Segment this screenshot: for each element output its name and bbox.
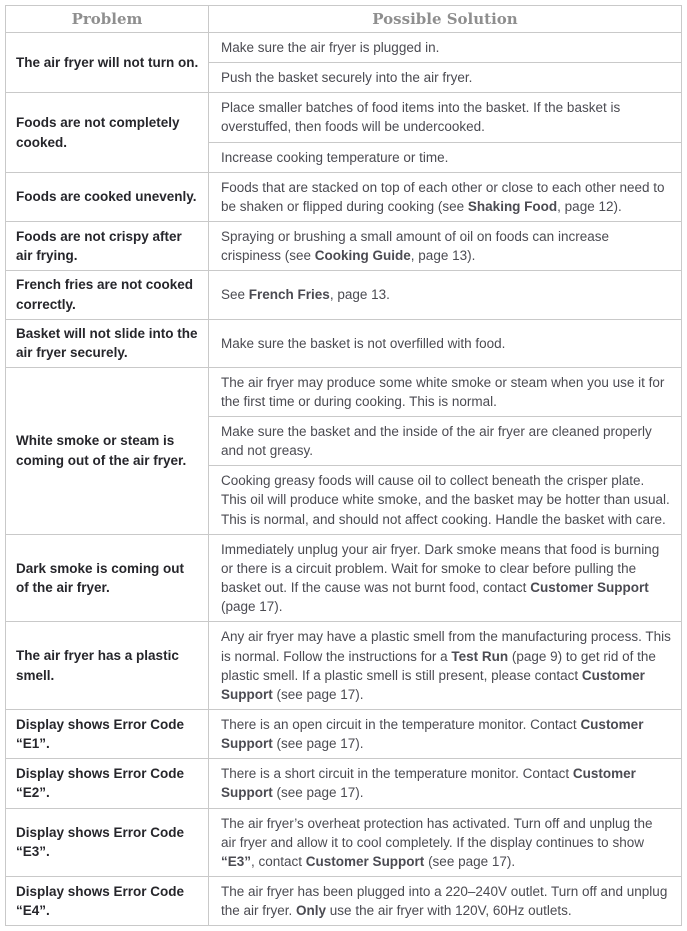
problem-cell: The air fryer will not turn on. xyxy=(6,33,209,93)
problem-cell: French fries are not cooked correctly. xyxy=(6,271,209,319)
table-row xyxy=(6,93,682,142)
solution-emphasis: Customer Support xyxy=(221,766,636,801)
problem-cell: Display shows Error Code “E4”. xyxy=(6,877,209,926)
solution-cell: Push the basket securely into the air fryer. xyxy=(209,63,682,93)
solution-cell: Place smaller batches of food items into the basket. If the basket is overstuffed, then foods will be undercooked. xyxy=(209,93,682,142)
solution-emphasis: “E3” xyxy=(221,853,252,869)
problem-cell: Display shows Error Code “E3”. xyxy=(6,808,209,876)
solution-cell: Make sure the basket and the inside of the air fryer are cleaned properly and not greasy. xyxy=(209,416,682,465)
solution-cell: Foods that are stacked on top of each other or close to each other need to be shaken or flipped during cooking (see Shaking Food, page 12). xyxy=(209,172,682,221)
solution-cell: There is a short circuit in the temperature monitor. Contact Customer Support (see page 17). xyxy=(209,759,682,808)
solution-emphasis: Customer Support xyxy=(305,853,425,869)
header-row xyxy=(6,6,682,33)
solution-cell: Spraying or brushing a small amount of oil on foods can increase crispiness (see Cooking Guide, page 13). xyxy=(209,222,682,271)
solution-emphasis: French Fries xyxy=(248,287,330,303)
problem-cell: Foods are not crispy after air frying. xyxy=(6,222,209,271)
solution-emphasis: Customer Support xyxy=(530,580,649,596)
problem-cell: Display shows Error Code “E2”. xyxy=(6,759,209,808)
problem-cell: Basket will not slide into the air fryer securely. xyxy=(6,319,209,367)
table-row xyxy=(6,710,682,759)
table-body xyxy=(6,33,682,926)
solution-cell: There is an open circuit in the temperature monitor. Contact Customer Support (see page 17). xyxy=(209,710,682,759)
solution-cell: Cooking greasy foods will cause oil to collect beneath the crisper plate. This oil will produce white smoke, and the basket may be hotter than usual. This is normal, and should not affect cooking. Handle the basket with care. xyxy=(209,466,682,534)
problem-cell: Display shows Error Code “E1”. xyxy=(6,710,209,759)
table-row xyxy=(6,877,682,926)
table-row xyxy=(6,33,682,63)
solution-cell: The air fryer’s overheat protection has activated. Turn off and unplug the air fryer and allow it to cool completely. If the display continues to show “E3”, contact Customer Support (see page 17). xyxy=(209,808,682,876)
solution-cell: Make sure the air fryer is plugged in. xyxy=(209,33,682,63)
table-row xyxy=(6,808,682,876)
table-row xyxy=(6,759,682,808)
header-possible-solution: Possible Solution xyxy=(209,6,682,33)
problem-cell: Foods are not completely cooked. xyxy=(6,93,209,172)
table-row xyxy=(6,319,682,367)
problem-cell: Foods are cooked unevenly. xyxy=(6,172,209,221)
table-row xyxy=(6,271,682,319)
table-row xyxy=(6,622,682,710)
table-row xyxy=(6,534,682,622)
table-row xyxy=(6,367,682,416)
solution-cell: See French Fries, page 13. xyxy=(209,271,682,319)
solution-cell: Make sure the basket is not overfilled with food. xyxy=(209,319,682,367)
table-header xyxy=(6,6,682,33)
solution-emphasis: Customer Support xyxy=(221,717,644,752)
solution-cell: Increase cooking temperature or time. xyxy=(209,142,682,172)
table-row xyxy=(6,172,682,221)
problem-cell: Dark smoke is coming out of the air fryer. xyxy=(6,534,209,622)
solution-cell: The air fryer has been plugged into a 220–240V outlet. Turn off and unplug the air fryer. Only use the air fryer with 120V, 60Hz outlets. xyxy=(209,877,682,926)
solution-emphasis: Only xyxy=(296,903,327,919)
solution-cell: The air fryer may produce some white smoke or steam when you use it for the first time or during cooking. This is normal. xyxy=(209,367,682,416)
problem-cell: The air fryer has a plastic smell. xyxy=(6,622,209,710)
solution-emphasis: Customer Support xyxy=(221,667,645,702)
troubleshooting-table xyxy=(5,5,682,926)
table-row xyxy=(6,222,682,271)
solution-cell: Immediately unplug your air fryer. Dark smoke means that food is burning or there is a circuit problem. Wait for smoke to clear before pulling the basket out. If the cause was not burnt food, contact Customer Support (page 17). xyxy=(209,534,682,622)
solution-emphasis: Test Run xyxy=(451,648,509,664)
problem-cell: White smoke or steam is coming out of the air fryer. xyxy=(6,367,209,534)
header-problem: Problem xyxy=(6,6,209,33)
solution-cell: Any air fryer may have a plastic smell from the manufacturing process. This is normal. Follow the instructions for a Test Run (page 9) to get rid of the plastic smell. If a plastic smell is still present, please contact Customer Support (see page 17). xyxy=(209,622,682,710)
solution-emphasis: Shaking Food xyxy=(467,198,558,214)
solution-emphasis: Cooking Guide xyxy=(314,248,411,264)
